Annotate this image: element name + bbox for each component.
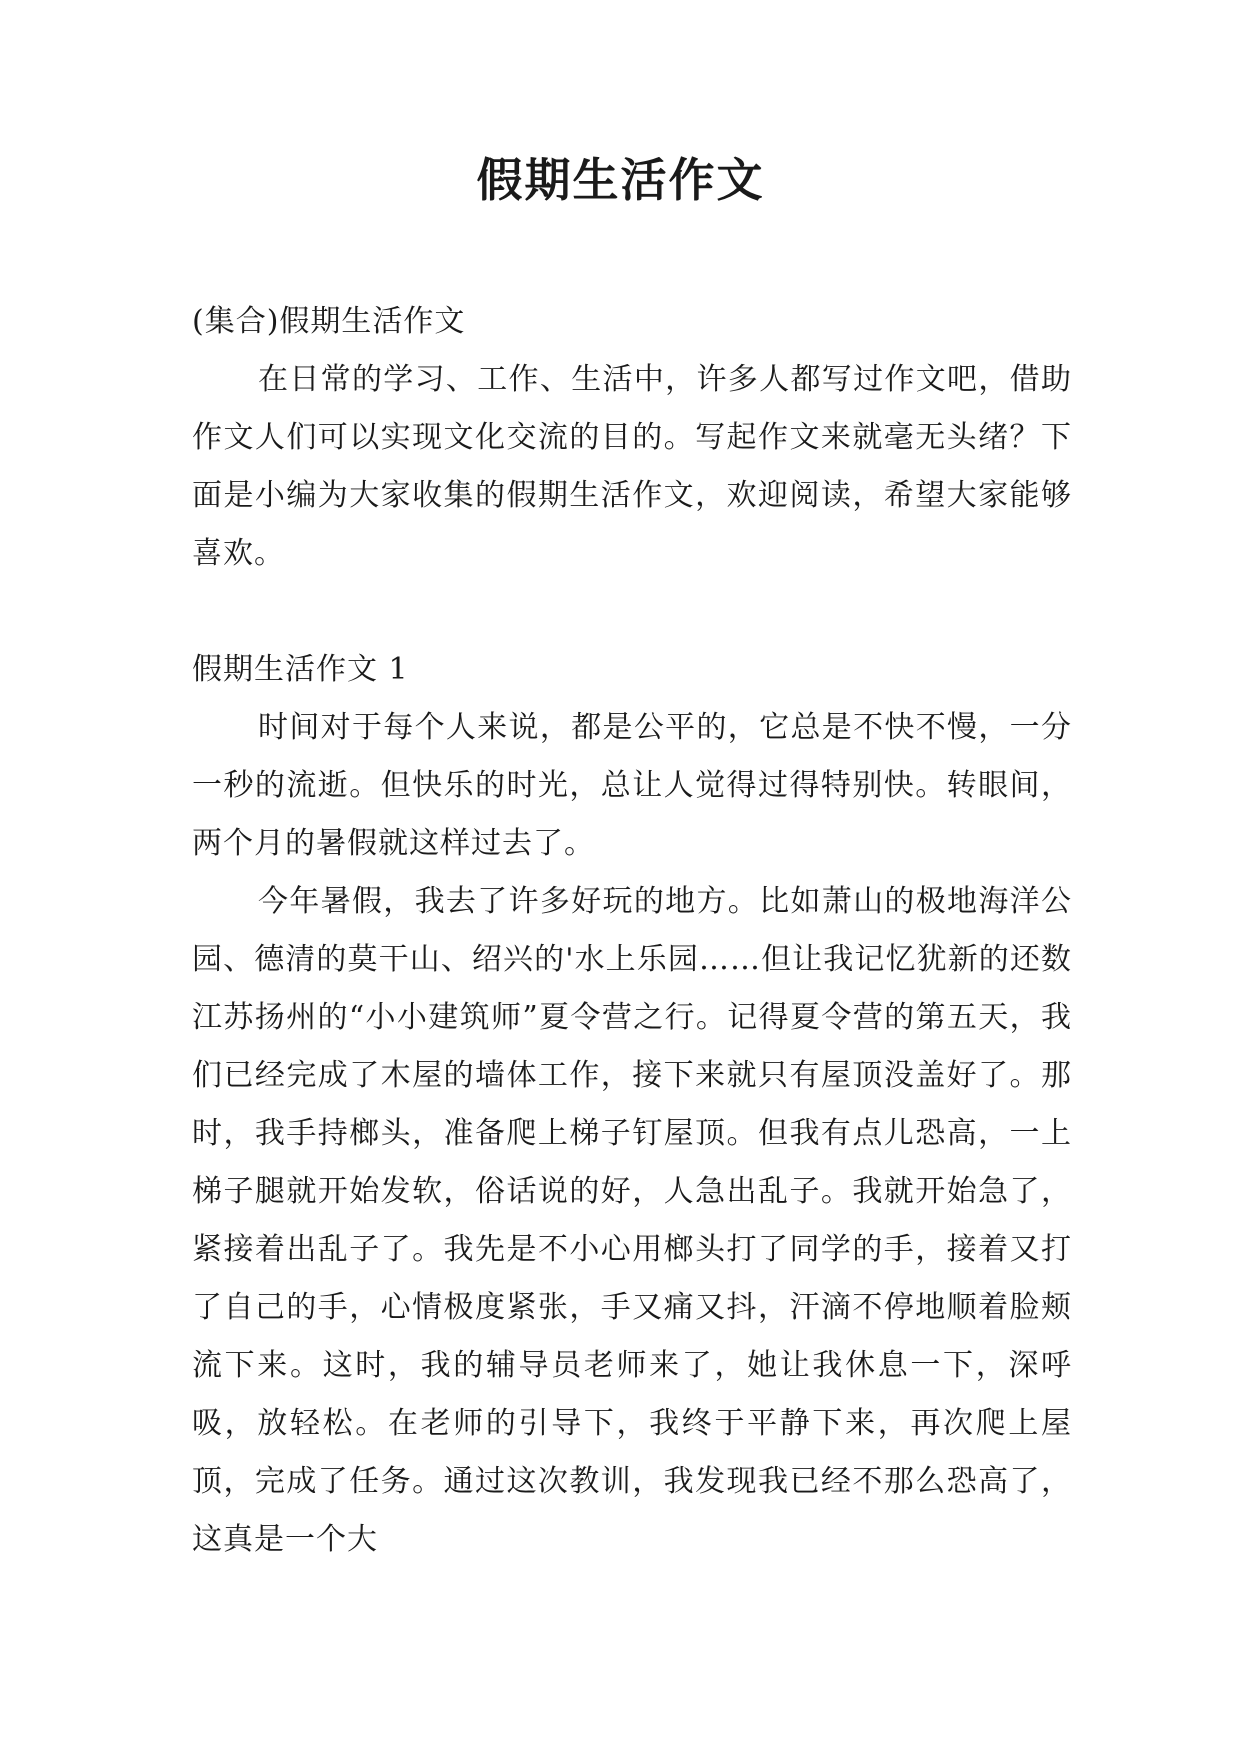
section1-heading: 假期生活作文 1 bbox=[192, 652, 409, 687]
section1-paragraph-2: 今年暑假，我去了许多好玩的地方。比如萧山的极地海洋公园、德清的莫干山、绍兴的'水上乐园……但让我记忆犹新的还数江苏扬州的“小小建筑师”夏令营之行。记得夏令营的第五天，我们已经完成了木屋的墙体工作，接下来就只有屋顶没盖好了。那时，我手持榔头，准备爬上梯子钉屋顶。但我有点儿恐高，一上梯子腿就开始发软，俗话说的好，人急出乱子。我就开始急了，紧接着出乱子了。我先是不小心用榔头打了同学的手，接着又打了自己的手，心情极度紧张，手又痛又抖，汗滴不停地顺着脸颊流下来。这时，我的辅导员老师来了，她让我休息一下，深呼吸，放轻松。在老师的引导下，我终于平静下来，再次爬上屋顶，完成了任务。通过这次教训，我发现我已经不那么恐高了，这真是一个大 bbox=[192, 884, 1072, 1557]
section1-paragraph-1: 时间对于每个人来说，都是公平的，它总是不快不慢，一分一秒的流逝。但快乐的时光，总让人觉得过得特别快。转眼间，两个月的暑假就这样过去了。 bbox=[192, 710, 1072, 861]
intro-heading: (集合)假期生活作文 bbox=[192, 304, 466, 339]
section-gap bbox=[192, 583, 1072, 641]
document-title: 假期生活作文 bbox=[476, 153, 765, 207]
intro-paragraph: 在日常的学习、工作、生活中，许多人都写过作文吧，借助作文人们可以实现文化交流的目的。写起作文来就毫无头绪？下面是小编为大家收集的假期生活作文，欢迎阅读，希望大家能够喜欢。 bbox=[192, 362, 1072, 571]
document-body bbox=[192, 293, 1072, 1569]
